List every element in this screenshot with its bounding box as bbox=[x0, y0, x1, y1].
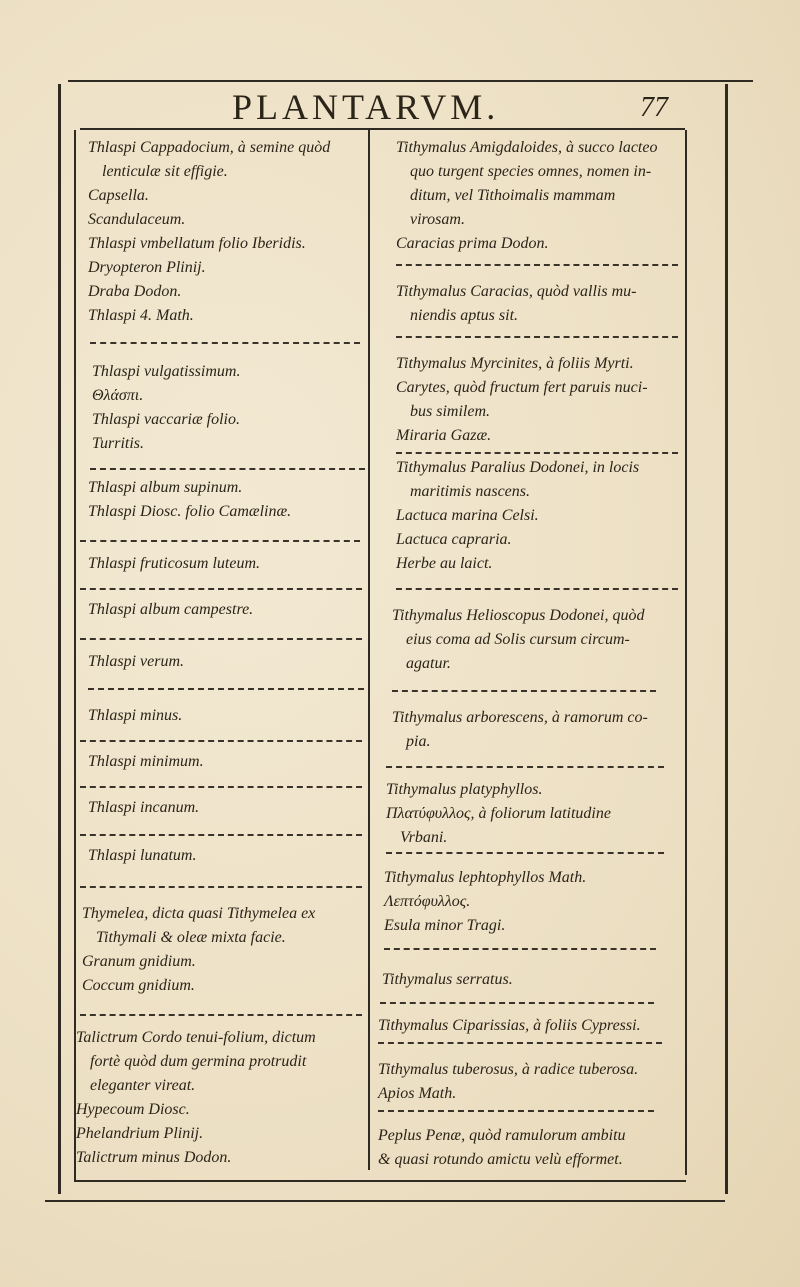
text-line: bus similem. bbox=[410, 403, 490, 420]
left-entry-6 bbox=[88, 650, 378, 674]
entry-divider bbox=[386, 852, 664, 854]
entry-divider bbox=[80, 886, 362, 888]
text-line: Dryopteron Plinij. bbox=[88, 259, 206, 276]
left-entry-1 bbox=[88, 136, 378, 328]
text-line: Thlaspi vulgatissimum. bbox=[92, 363, 241, 380]
text-line: Miraria Gazæ. bbox=[396, 427, 492, 444]
text-line: Thlaspi Diosc. folio Camælinæ. bbox=[88, 503, 292, 520]
text-line: Talictrum minus Dodon. bbox=[76, 1149, 232, 1166]
right-entry-5 bbox=[392, 604, 682, 676]
text-line: lenticulæ sit effigie. bbox=[102, 163, 228, 180]
right-entry-10 bbox=[378, 1014, 668, 1038]
text-line: Tithymalus serratus. bbox=[382, 971, 513, 988]
text-line: Carytes, quòd fructum fert paruis nuci- bbox=[396, 379, 648, 396]
text-line: virosam. bbox=[410, 211, 465, 228]
left-entry-8 bbox=[88, 750, 378, 774]
entry-divider bbox=[386, 766, 664, 768]
left-entry-7 bbox=[88, 704, 378, 728]
text-line: eleganter vireat. bbox=[90, 1077, 196, 1094]
text-line: Phelandrium Plinij. bbox=[76, 1125, 204, 1142]
text-line: niendis aptus sit. bbox=[410, 307, 519, 324]
text-line: Capsella. bbox=[88, 187, 149, 204]
text-line: Thlaspi album supinum. bbox=[88, 479, 243, 496]
right-outer-rule bbox=[725, 84, 728, 1194]
entry-divider bbox=[80, 740, 362, 742]
text-line: Tithymalus Myrcinites, à foliis Myrti. bbox=[396, 355, 634, 372]
text-line: Draba Dodon. bbox=[88, 283, 182, 300]
top-rule bbox=[68, 80, 753, 82]
text-line: Tithymalus arborescens, à ramorum co- bbox=[392, 709, 648, 726]
text-line: Tithymalus tuberosus, à radice tuberosa. bbox=[378, 1061, 639, 1078]
text-line: Tithymalus Helioscopus Dodonei, quòd bbox=[392, 607, 645, 624]
text-line: Thlaspi fruticosum luteum. bbox=[88, 555, 261, 572]
text-line: Granum gnidium. bbox=[82, 953, 196, 970]
entry-divider bbox=[80, 638, 362, 640]
entry-divider bbox=[378, 1042, 662, 1044]
text-line: quo turgent species omnes, nomen in- bbox=[410, 163, 652, 180]
entry-divider bbox=[378, 1110, 654, 1112]
text-line: Thlaspi minus. bbox=[88, 707, 183, 724]
entry-divider bbox=[384, 948, 656, 950]
entry-divider bbox=[80, 540, 360, 542]
text-line: Vrbani. bbox=[400, 829, 448, 846]
text-line: Coccum gnidium. bbox=[82, 977, 195, 994]
right-entry-6 bbox=[392, 706, 682, 754]
text-line: maritimis nascens. bbox=[410, 483, 530, 500]
text-line: Thlaspi 4. Math. bbox=[88, 307, 194, 324]
text-line: Thlaspi vaccariæ folio. bbox=[92, 411, 240, 428]
text-line: Herbe au laict. bbox=[396, 555, 493, 572]
left-entry-12 bbox=[76, 1026, 366, 1170]
text-line: Thlaspi vmbellatum folio Iberidis. bbox=[88, 235, 306, 252]
page-number: 77 bbox=[640, 92, 668, 123]
text-line: Λεπτόφυλλος. bbox=[384, 893, 471, 910]
text-line: Thlaspi minimum. bbox=[88, 753, 204, 770]
text-line: Scandulaceum. bbox=[88, 211, 186, 228]
text-line: Thlaspi lunatum. bbox=[88, 847, 197, 864]
text-line: Thymelea, dicta quasi Tithymelea ex bbox=[82, 905, 316, 922]
text-line: eius coma ad Solis cursum circum- bbox=[406, 631, 630, 648]
left-entry-10 bbox=[88, 844, 378, 868]
entry-divider bbox=[80, 786, 362, 788]
text-line: Turritis. bbox=[92, 435, 145, 452]
entry-divider bbox=[80, 588, 362, 590]
entry-divider bbox=[396, 336, 678, 338]
text-line: agatur. bbox=[406, 655, 451, 672]
right-entry-11 bbox=[378, 1058, 668, 1106]
text-line: pia. bbox=[406, 733, 431, 750]
entry-divider bbox=[396, 452, 678, 454]
text-line: Caracias prima Dodon. bbox=[396, 235, 549, 252]
entry-divider bbox=[80, 1014, 362, 1016]
text-line: fortè quòd dum germina protrudit bbox=[90, 1053, 307, 1070]
text-line: Hypecoum Diosc. bbox=[76, 1101, 190, 1118]
text-line: Talictrum Cordo tenui-folium, dictum bbox=[76, 1029, 316, 1046]
text-line: Lactuca marina Celsi. bbox=[396, 507, 539, 524]
right-entry-9 bbox=[382, 968, 672, 992]
left-entry-9 bbox=[88, 796, 378, 820]
entry-divider bbox=[380, 1002, 654, 1004]
left-entry-3 bbox=[88, 476, 378, 524]
entry-divider bbox=[90, 342, 360, 344]
right-entry-2 bbox=[396, 280, 686, 328]
text-line: Tithymali & oleæ mixta facie. bbox=[96, 929, 286, 946]
text-line: Apios Math. bbox=[378, 1085, 457, 1102]
text-line: Tithymalus platyphyllos. bbox=[386, 781, 543, 798]
text-line: Thlaspi Cappadocium, à semine quòd bbox=[88, 139, 331, 156]
text-line: Lactuca capraria. bbox=[396, 531, 512, 548]
entry-divider bbox=[90, 468, 365, 470]
page-title: PLANTARVM. bbox=[232, 87, 500, 127]
text-line: ditum, vel Tithoimalis mammam bbox=[410, 187, 616, 204]
right-entry-4 bbox=[396, 456, 686, 576]
right-entry-1 bbox=[396, 136, 686, 256]
text-line: Thlaspi album campestre. bbox=[88, 601, 254, 618]
entry-divider bbox=[396, 588, 678, 590]
left-entry-2 bbox=[92, 360, 382, 456]
header-rule bbox=[80, 128, 685, 130]
text-line: Tithymalus Paralius Dodonei, in locis bbox=[396, 459, 640, 476]
entry-divider bbox=[396, 264, 678, 266]
left-outer-rule bbox=[58, 84, 61, 1194]
text-line: Tithymalus Caracias, quòd vallis mu- bbox=[396, 283, 637, 300]
entry-divider bbox=[392, 690, 656, 692]
text-line: Thlaspi verum. bbox=[88, 653, 184, 670]
bottom-outer-rule bbox=[45, 1200, 725, 1202]
right-entry-8 bbox=[384, 866, 674, 938]
right-entry-12 bbox=[378, 1124, 668, 1172]
text-line: Esula minor Tragi. bbox=[384, 917, 506, 934]
right-entry-7 bbox=[386, 778, 676, 850]
text-line: Peplus Penæ, quòd ramulorum ambitu bbox=[378, 1127, 626, 1144]
text-line: Tithymalus Ciparissias, à foliis Cypressi. bbox=[378, 1017, 641, 1034]
right-entry-3 bbox=[396, 352, 686, 448]
text-line: Πλατύφυλλος, à foliorum latitudine bbox=[386, 805, 611, 822]
left-entry-4 bbox=[88, 552, 378, 576]
text-line: Tithymalus lephtophyllos Math. bbox=[384, 869, 587, 886]
text-line: & quasi rotundo amictu velù efformet. bbox=[378, 1151, 623, 1168]
left-inner-rule bbox=[74, 130, 76, 1180]
left-entry-11 bbox=[82, 902, 372, 998]
entry-divider bbox=[88, 688, 364, 690]
text-line: Thlaspi incanum. bbox=[88, 799, 200, 816]
left-entry-5 bbox=[88, 598, 378, 622]
text-line: Tithymalus Amigdaloides, à succo lacteo bbox=[396, 139, 658, 156]
text-line: Θλάσπι. bbox=[92, 387, 144, 404]
bottom-inner-rule bbox=[74, 1180, 686, 1182]
entry-divider bbox=[80, 834, 362, 836]
